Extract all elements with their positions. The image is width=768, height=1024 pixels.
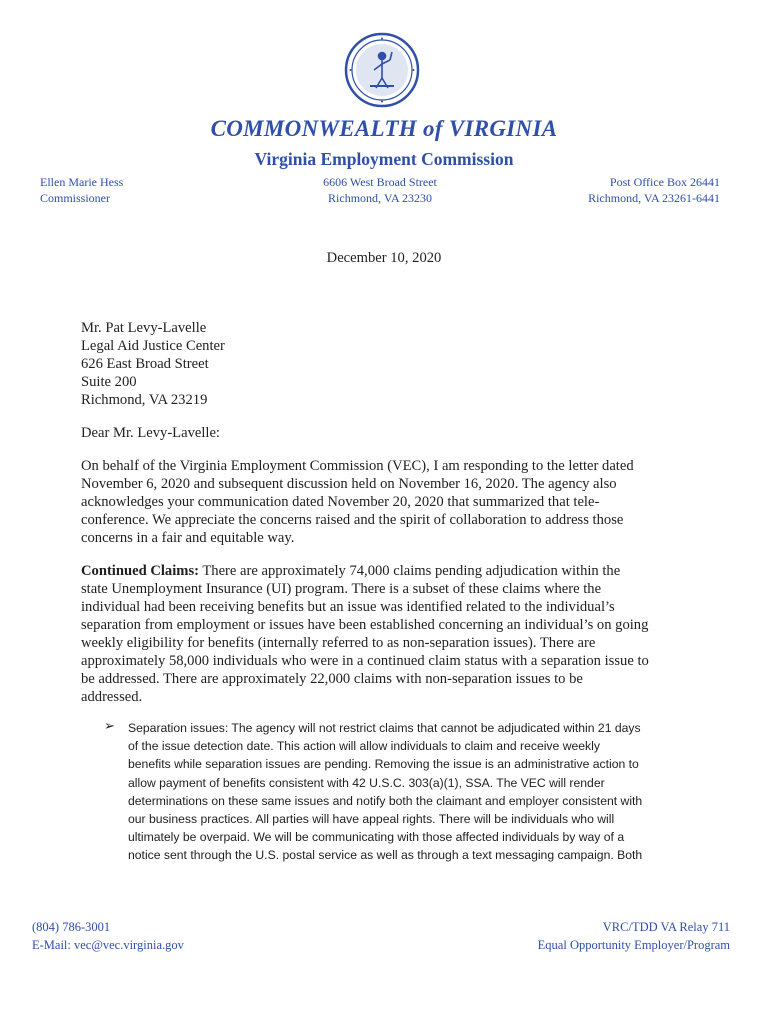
commissioner-block bbox=[40, 174, 123, 206]
commissioner-name: Ellen Marie Hess bbox=[40, 175, 124, 189]
letter-date: December 10, 2020 bbox=[326, 250, 442, 266]
continued-claims-paragraph bbox=[81, 562, 691, 706]
bullet-line: our business practices. All parties will have appeal rights. There will be individuals who will bbox=[128, 812, 615, 827]
recipient-line: Richmond, VA 23219 bbox=[81, 392, 208, 408]
paragraph-line-rest: There are approximately 74,000 claims pending adjudication within the bbox=[198, 563, 621, 579]
footer-relay-line: VRC/TDD VA Relay 711 bbox=[602, 920, 730, 934]
paragraph-line: separation from employment or issues have been established concerning an individual’s on going bbox=[81, 617, 649, 633]
paragraph-line: November 6, 2020 and subsequent discussion held on November 16, 2020. The agency also bbox=[81, 476, 617, 492]
bullet-line: of the issue detection date. This action will allow individuals to claim and receive weekly bbox=[128, 739, 600, 754]
paragraph-line: On behalf of the Virginia Employment Commission (VEC), I am responding to the letter dated bbox=[81, 458, 634, 474]
paragraph-line bbox=[81, 562, 691, 580]
recipient-line: Legal Aid Justice Center bbox=[81, 338, 225, 354]
footer-email: E-Mail: vec@vec.virginia.gov bbox=[32, 938, 184, 952]
po-box-block bbox=[588, 174, 720, 206]
salutation: Dear Mr. Levy-Lavelle: bbox=[81, 425, 220, 441]
paragraph-line: acknowledges your communication dated November 20, 2020 that summarized that tele- bbox=[81, 494, 600, 510]
paragraph-line: be addressed. There are approximately 22,000 claims with non-separation issues to be bbox=[81, 671, 583, 687]
paragraph-line: addressed. bbox=[81, 689, 143, 705]
virginia-seal-icon bbox=[344, 32, 420, 108]
agency-name: Virginia Employment Commission bbox=[254, 149, 514, 169]
continued-claims-heading: Continued Claims: bbox=[81, 563, 199, 579]
footer-relay bbox=[538, 918, 730, 954]
paragraph-line: concerns in a fair and equitable way. bbox=[81, 530, 295, 546]
paragraph-line: weekly eligibility for benefits (internally referred to as non-separation issues). There are bbox=[81, 635, 596, 651]
footer-equal-opportunity: Equal Opportunity Employer/Program bbox=[537, 938, 730, 952]
po-box: Post Office Box 26441 bbox=[609, 175, 720, 189]
street-address-block bbox=[280, 174, 480, 206]
recipient-address bbox=[81, 319, 225, 409]
paragraph-line: conference. We appreciate the concerns raised and the spirit of collaboration to address those bbox=[81, 512, 624, 528]
bullet-line: benefits while separation issues are pending. Removing the issue is an administrative action to bbox=[128, 757, 639, 772]
bullet-line: Separation issues: The agency will not restrict claims that cannot be adjudicated within 21 days bbox=[128, 721, 641, 735]
bullet-line: allow payment of benefits consistent with 42 U.S.C. 303(a)(1), SSA. The VEC will render bbox=[128, 775, 605, 790]
bullet-line: notice sent through the U.S. postal service as well as through a text messaging campaign. Both bbox=[128, 848, 643, 863]
separation-issues-bullet bbox=[128, 719, 688, 865]
commissioner-title: Commissioner bbox=[40, 191, 111, 205]
po-city: Richmond, VA 23261-6441 bbox=[588, 191, 720, 205]
arrow-bullet-icon: ➢ bbox=[104, 719, 115, 734]
intro-paragraph bbox=[81, 457, 691, 547]
footer-contact bbox=[32, 918, 184, 954]
paragraph-line: individual had been receiving benefits but an issue was identified related to the individual’s bbox=[81, 599, 615, 615]
bullet-line: ultimately be overpaid. We will be communicating with those affected individuals by way of a bbox=[128, 830, 625, 845]
bullet-line: determinations on these same issues and notify both the claimant and employer consistent with bbox=[128, 793, 643, 808]
recipient-line: Mr. Pat Levy-Lavelle bbox=[81, 320, 207, 336]
recipient-line: Suite 200 bbox=[81, 374, 137, 390]
street-city: Richmond, VA 23230 bbox=[328, 191, 432, 205]
paragraph-line: state Unemployment Insurance (UI) program. There is a subset of these claims where the bbox=[81, 581, 602, 597]
paragraph-line: approximately 58,000 individuals who were in a continued claim status with a separation issue to bbox=[81, 653, 649, 669]
street-address: 6606 West Broad Street bbox=[323, 175, 437, 189]
letterhead-title: COMMONWEALTH of VIRGINIA bbox=[210, 116, 558, 141]
footer-phone: (804) 786-3001 bbox=[32, 920, 111, 934]
recipient-line: 626 East Broad Street bbox=[81, 356, 209, 372]
